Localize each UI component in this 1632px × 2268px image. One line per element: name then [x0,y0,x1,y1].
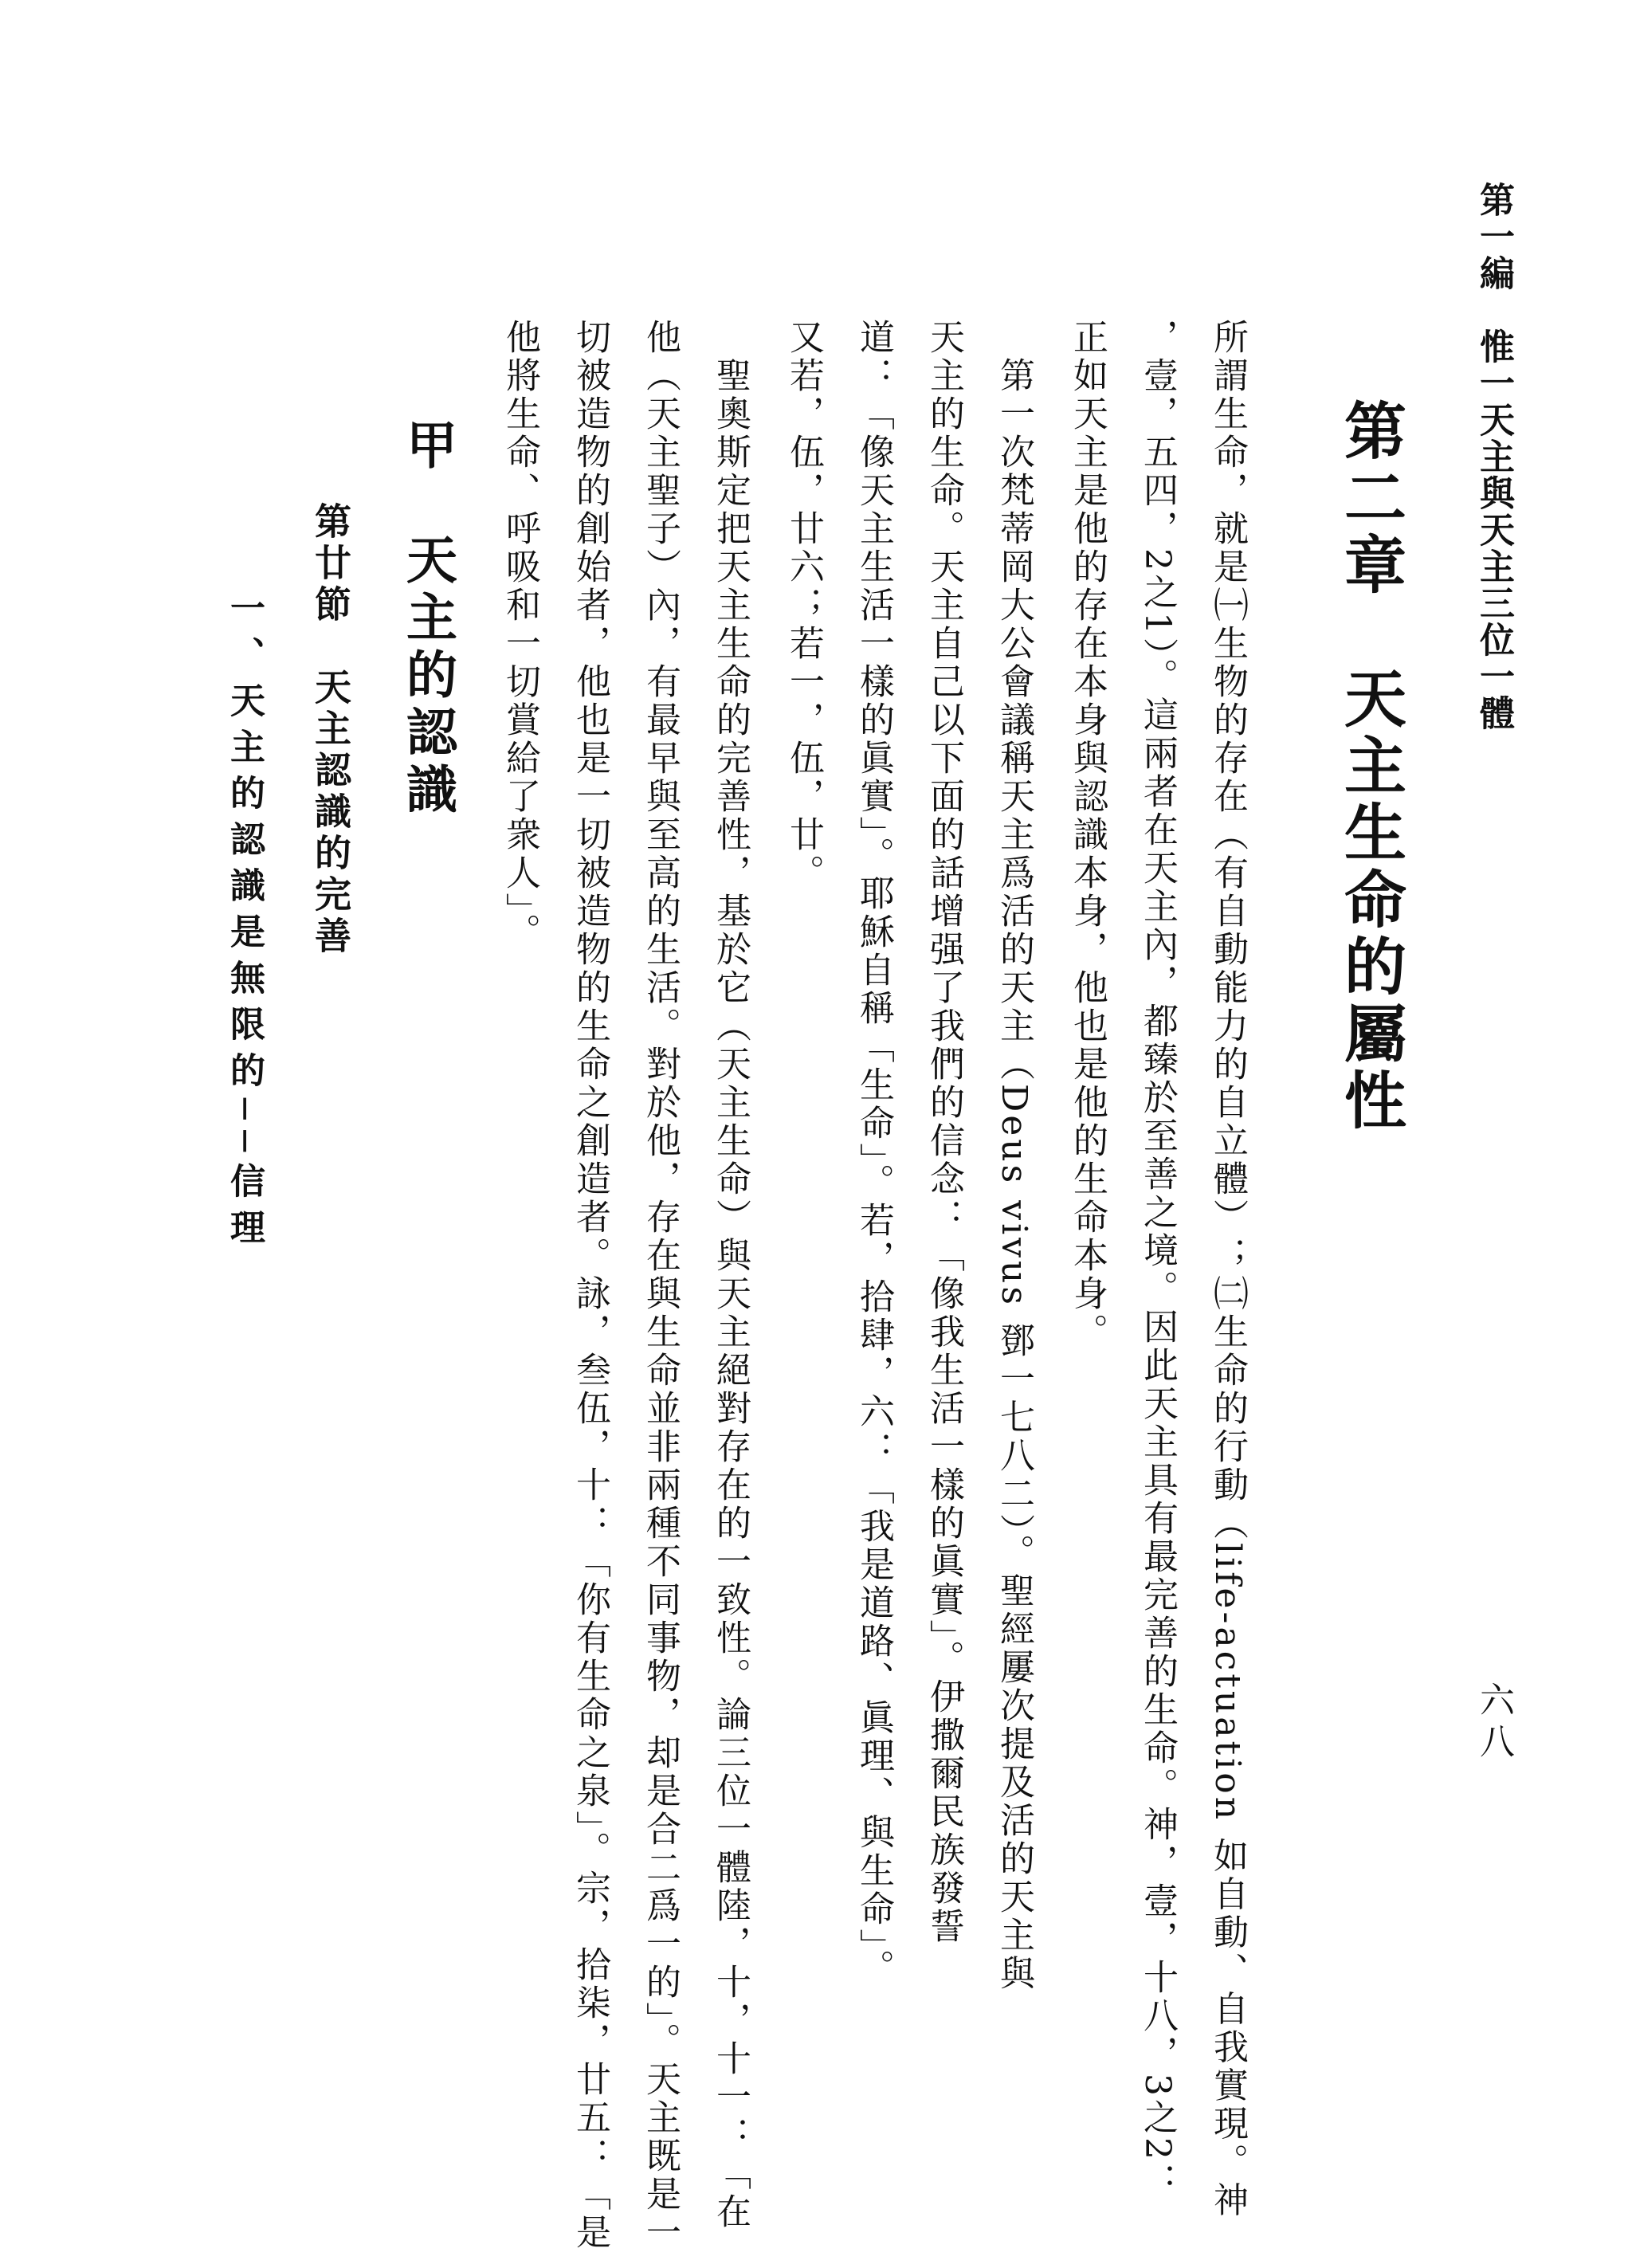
chapter-title: 第二章 天主生命的屬性 [1334,398,1406,1135]
body-text-column: 他將生命、呼吸和一切賞給了衆人」。 [500,319,540,952]
body-text-column: ，壹，五四，2之1）。這兩者在天主內，都臻於至善之境。因此天主具有最完善的生命。神，壹，十八，3之2： [1137,319,1178,2201]
body-text-column: 又若，伍，廿六；若一，伍，廿。 [783,319,824,893]
thesis-heading: 一、天主的認識是無限的──信理 [224,590,265,1255]
body-text-column: 所謂生命，就是㈠生物的存在（有自動能力的自立體）；㈡生命的行動（life-actuation 如自動、自我實現。神 [1207,319,1248,2220]
body-text-column: 他（天主聖子）內，有最早與至高的生活。對於他，存在與生命並非兩種不同事物，却是合二爲一的」。天主既是一 [640,319,681,2252]
subsection-heading: 第廿節 天主認識的完善 [309,502,352,958]
body-text-column: 天主的生命。天主自己以下面的話增强了我們的信念：「像我生活一樣的眞實」。伊撒爾民族發誓 [924,319,964,1946]
section-heading: 甲 天主的認識 [398,418,457,820]
page-number: 六八 [1473,1681,1514,1764]
body-text-column: 切被造物的創始者，他也是一切被造物的生命之創造者。詠，叁伍，十：「你有生命之泉」。宗，拾柒，廿五：「是 [570,319,610,2252]
running-header: 第一編 惟一天主與天主三位一體 [1473,182,1514,732]
body-text-column: 道：「像天主生活一樣的眞實」。耶穌自稱「生命」。若，拾肆，六：「我是道路、眞理、與生命」。 [853,319,894,1987]
body-text-column: 第一次梵蒂岡大公會議稱天主爲活的天主（Deus vivus 鄧一七八二）。聖經屢次提及活的天主與 [994,357,1034,1993]
body-text-column: 聖奧斯定把天主生命的完善性，基於它（天主生命）與天主絕對存在的一致性。論三位一體陸，十，十一：「在 [710,357,751,2231]
body-text-column: 正如天主是他的存在本身與認識本身，他也是他的生命本身。 [1067,319,1108,1352]
